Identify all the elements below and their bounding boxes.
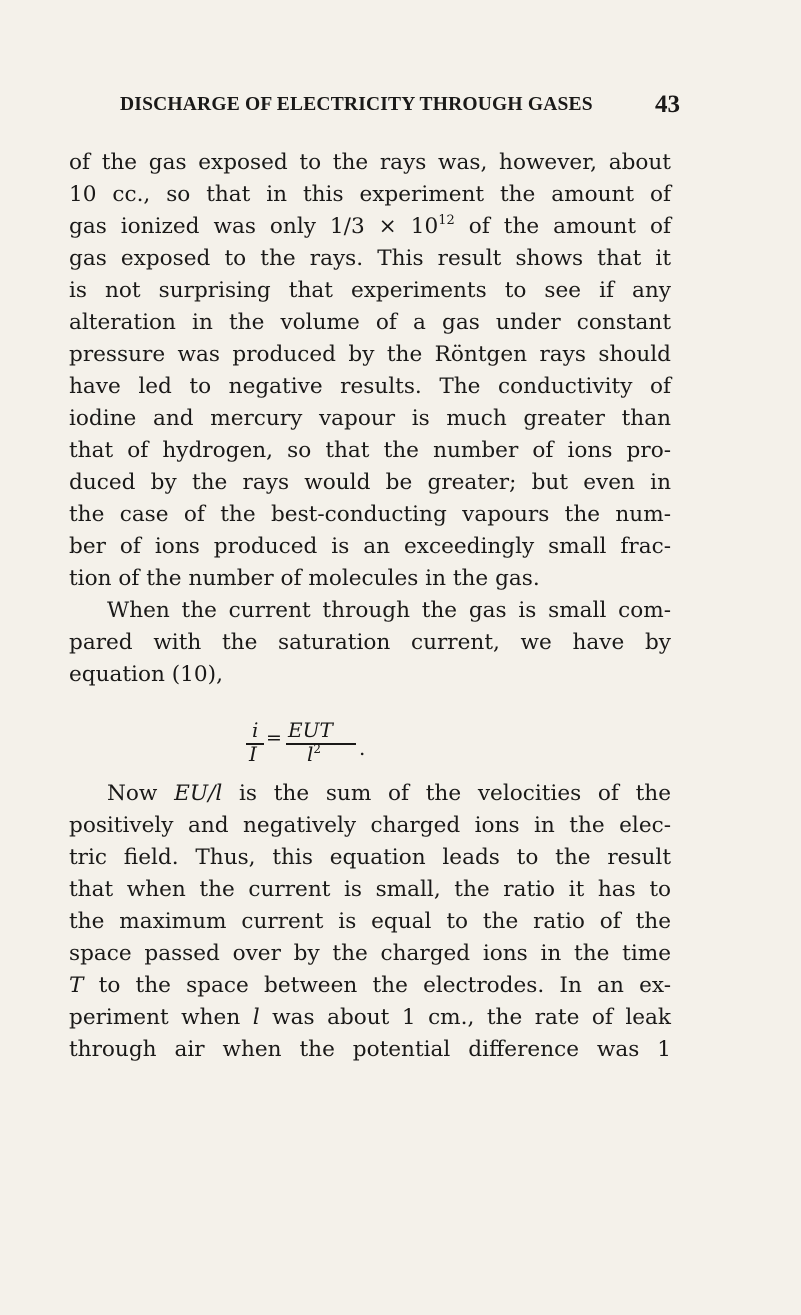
- text-line: space passed over by the charged ions in the time: [69, 941, 671, 966]
- text-line: pared with the saturation current, we have by: [69, 630, 671, 655]
- text-span: was about 1 cm., the rate of leak: [259, 1005, 671, 1030]
- text-span: to the space between the electrodes. In an ex-: [83, 973, 671, 998]
- running-head: [120, 91, 680, 119]
- denominator-exponent: 2: [313, 742, 322, 756]
- text-line: that when the current is small, the ratio it has to: [69, 877, 671, 902]
- text-line: is not surprising that experiments to see if any: [69, 278, 671, 303]
- text-line: through air when the potential difference was 1: [69, 1037, 671, 1062]
- text-line: equation (10),: [69, 662, 223, 687]
- text-span: of the amount of: [454, 214, 672, 239]
- text-line: positively and negatively charged ions in the elec-: [69, 813, 671, 838]
- body-text: [69, 778, 671, 1066]
- text-line: pressure was produced by the Röntgen rays should: [69, 342, 671, 367]
- equation-right-numerator: EUT: [288, 718, 333, 742]
- text-line: that of hydrogen, so that the number of ions pro-: [69, 438, 671, 463]
- text-line: have led to negative results. The conductivity of: [69, 374, 671, 399]
- body-text: [69, 147, 671, 691]
- text-line: tion of the number of molecules in the gas.: [69, 566, 540, 591]
- text-line: alteration in the volume of a gas under constant: [69, 310, 671, 335]
- superscript-exponent: 12: [438, 213, 455, 228]
- equation-left-numerator: i: [252, 718, 259, 742]
- text-span: is the sum of the velocities of the: [222, 781, 671, 806]
- text-line: [69, 970, 671, 1002]
- page-number: 43: [655, 91, 680, 118]
- equation-left-denominator: I: [249, 742, 257, 766]
- text-span: gas ionized was only 1/3 × 10: [69, 214, 439, 239]
- text-line: [69, 1002, 671, 1034]
- denominator-base: l: [307, 742, 314, 766]
- text-line: the case of the best-conducting vapours the num-: [69, 502, 671, 527]
- italic-expression: T: [69, 973, 84, 998]
- text-line: ber of ions produced is an exceedingly small frac-: [69, 534, 671, 559]
- equals-sign: =: [266, 727, 282, 749]
- equation-period: .: [359, 736, 366, 760]
- italic-expression: l: [252, 1005, 260, 1030]
- equation: [246, 718, 386, 774]
- text-line: gas exposed to the rays. This result shows that it: [69, 246, 671, 271]
- text-span: periment when: [69, 1005, 253, 1030]
- text-line: tric field. Thus, this equation leads to the result: [69, 845, 671, 870]
- text-span: Now: [107, 781, 175, 806]
- text-line: the maximum current is equal to the ratio of the: [69, 909, 671, 934]
- text-line: duced by the rays would be greater; but even in: [69, 470, 671, 495]
- running-head-title: DISCHARGE OF ELECTRICITY THROUGH GASES: [120, 94, 593, 115]
- text-line: When the current through the gas is small com-: [107, 598, 671, 623]
- text-line: of the gas exposed to the rays was, however, about: [69, 150, 671, 175]
- text-line: iodine and mercury vapour is much greater than: [69, 406, 671, 431]
- text-line: 10 cc., so that in this experiment the amount of: [69, 182, 671, 207]
- italic-expression: EU/l: [174, 781, 223, 806]
- text-line: [69, 211, 671, 243]
- equation-right-denominator: [307, 742, 321, 766]
- text-line: [69, 778, 671, 810]
